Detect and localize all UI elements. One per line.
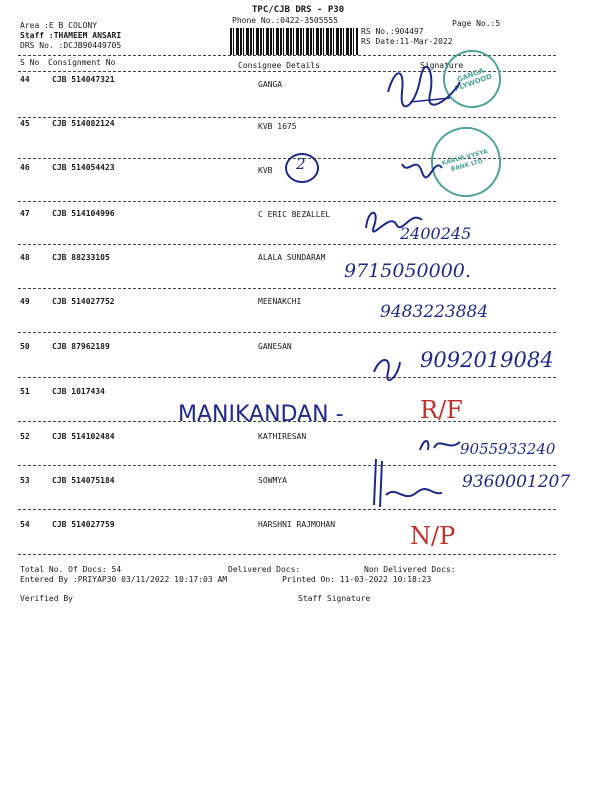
row54-status-mark: N/P (410, 522, 456, 550)
row-divider (18, 465, 556, 466)
row-sno: 46 (20, 163, 30, 172)
row53-handwritten-number: 9360001207 (462, 472, 571, 492)
column-consignment: Consignment No (48, 58, 116, 67)
row-consignment: CJB 514027752 (52, 297, 115, 306)
row-consignee: SOWMYA (258, 476, 287, 485)
staff-signature: Staff Signature (298, 594, 371, 603)
row-consignment: CJB 514102484 (52, 432, 115, 441)
delivered-docs: Delivered Docs: (228, 565, 301, 574)
row-consignment: CJB 1017434 (52, 387, 105, 396)
row-consignment: CJB 514027759 (52, 520, 115, 529)
row-consignee: KVB (258, 166, 273, 175)
row-divider (18, 332, 556, 333)
row-sno: 50 (20, 342, 30, 351)
area-label: Area :E B COLONY (20, 21, 98, 30)
column-sno: S No (20, 58, 40, 67)
row-sno: 51 (20, 387, 30, 396)
row-divider (18, 201, 556, 202)
row-consignment: CJB 514104996 (52, 209, 115, 218)
row-divider (18, 377, 556, 378)
row-consignee: HARSHNI RAJMOHAN (258, 520, 336, 529)
row-consignee: C ERIC BEZALLEL (258, 210, 331, 219)
rs-number: RS No.:904497 (361, 27, 424, 36)
row-sno: 44 (20, 75, 30, 84)
verified-by: Verified By (20, 594, 73, 603)
printed-on: Printed On: 11-03-2022 10:18:23 (282, 575, 432, 584)
row49-handwritten-number: 9483223884 (380, 302, 489, 322)
barcode (230, 28, 358, 55)
row-consignment: CJB 514082124 (52, 119, 115, 128)
row-sno: 45 (20, 119, 30, 128)
row-sno: 53 (20, 476, 30, 485)
total-docs: Total No. Of Docs: 54 (20, 565, 122, 574)
row-divider (18, 117, 556, 118)
drs-number: DRS No. :DCJB90449705 (20, 41, 122, 50)
row-consignee: MEENAKCHI (258, 297, 302, 306)
row-divider (18, 288, 556, 289)
bank-stamp-text: KARUR VYSYA BANK LTD (441, 148, 489, 174)
row52-handwritten-number: 9055933240 (460, 440, 556, 458)
row47-handwritten-number: 2400245 (400, 224, 472, 243)
non-delivered-docs: Non Delivered Docs: (364, 565, 456, 574)
row-consignment: CJB 87962189 (52, 342, 110, 351)
document-title: TPC/CJB DRS - P30 (252, 5, 345, 15)
row-sno: 48 (20, 253, 30, 262)
row-divider (18, 244, 556, 245)
row51-status-mark: R/F (420, 396, 463, 424)
row-consignment: CJB 88233105 (52, 253, 110, 262)
row50-handwritten-number: 9092019084 (420, 348, 554, 372)
row-sno: 49 (20, 297, 30, 306)
signature-row45 (398, 150, 448, 180)
column-consignee: Consignee Details (238, 61, 320, 70)
rs-date: RS Date:11-Mar-2022 (361, 37, 453, 46)
row-consignment: CJB 514047321 (52, 75, 115, 84)
row-divider (18, 509, 556, 510)
row-consignee: KVB 1675 (258, 122, 297, 131)
row-divider (18, 554, 556, 555)
row-sno: 47 (20, 209, 30, 218)
row-sno: 54 (20, 520, 30, 529)
entered-by: Entered By :PRIYAP30 03/11/2022 10:17:03 AM (20, 575, 228, 584)
row48-handwritten-number: 9715050000. (344, 260, 471, 282)
row-consignee: GANGA (258, 80, 283, 89)
signature-row53 (360, 455, 450, 515)
row-consignee: ALALA SUNDARAM (258, 253, 326, 262)
column-signature: Signature (420, 61, 464, 70)
signature-row50 (370, 352, 404, 382)
signature-row52 (416, 432, 466, 456)
phone-number: Phone No.:0422-3505555 (232, 16, 338, 25)
staff-label: Staff :THAMEEM ANSARI (20, 31, 122, 40)
row-consignee: GANESAN (258, 342, 292, 351)
row-sno: 52 (20, 432, 30, 441)
signature-row44 (380, 62, 470, 112)
row51-handwritten-name: MANIKANDAN - (178, 402, 344, 427)
row-consignment: CJB 514054423 (52, 163, 115, 172)
plywood-stamp-text: GANGA PLYWOOD (453, 66, 494, 94)
page-number: Page No.:5 (452, 19, 501, 28)
row-consignment: CJB 514075184 (52, 476, 115, 485)
row46-handwritten-mark: 2 (296, 155, 306, 173)
row-consignee: KATHIRESAN (258, 432, 307, 441)
